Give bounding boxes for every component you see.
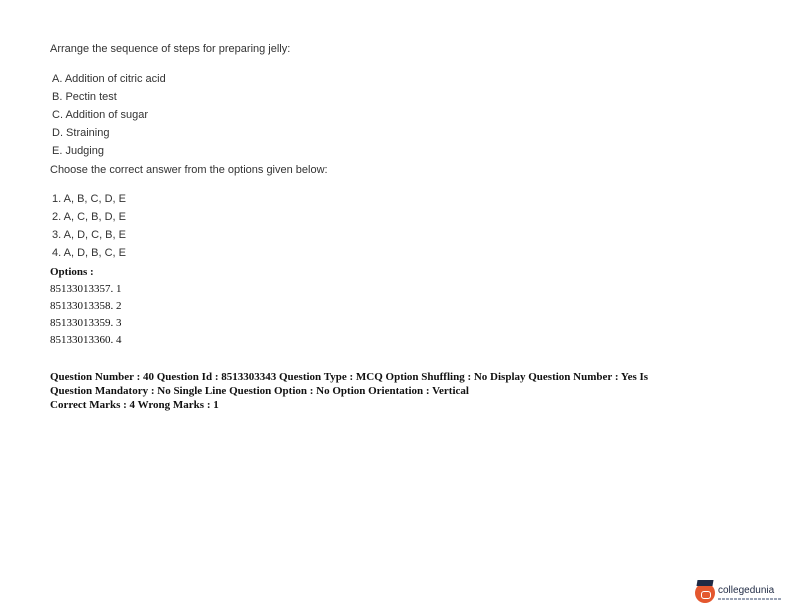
choice-1: 1. A, B, C, D, E [52,193,126,205]
choice-4: 4. A, D, B, C, E [52,247,126,259]
instruction-text: Choose the correct answer from the options given below: [50,164,328,176]
option-id-4: 85133013360. 4 [50,334,122,346]
logo-text: collegedunia [718,585,775,596]
metadata-line-1: Question Number : 40 Question Id : 8513303343 Question Type : MCQ Option Shuffling : No Display Question Number : Yes Is [50,371,649,383]
logo-tagline-mark [718,598,782,600]
step-a: A. Addition of citric acid [52,73,166,85]
metadata-line-3: Correct Marks : 4 Wrong Marks : 1 [50,399,219,411]
step-b: B. Pectin test [52,91,117,103]
options-heading: Options : [50,266,94,278]
choice-3: 3. A, D, C, B, E [52,229,126,241]
collegedunia-logo [695,578,787,608]
step-e: E. Judging [52,145,104,157]
question-metadata [50,370,750,412]
option-id-3: 85133013359. 3 [50,317,122,329]
option-id-1: 85133013357. 1 [50,283,122,295]
step-c: C. Addition of sugar [52,109,149,121]
question-text: Arrange the sequence of steps for preparing jelly: [50,43,291,55]
choice-2: 2. A, C, B, D, E [52,211,126,223]
option-id-2: 85133013358. 2 [50,300,122,312]
metadata-line-2: Question Mandatory : No Single Line Question Option : No Option Orientation : Vertical [50,385,469,397]
graduate-cap-icon [695,583,715,603]
step-d: D. Straining [52,127,110,139]
